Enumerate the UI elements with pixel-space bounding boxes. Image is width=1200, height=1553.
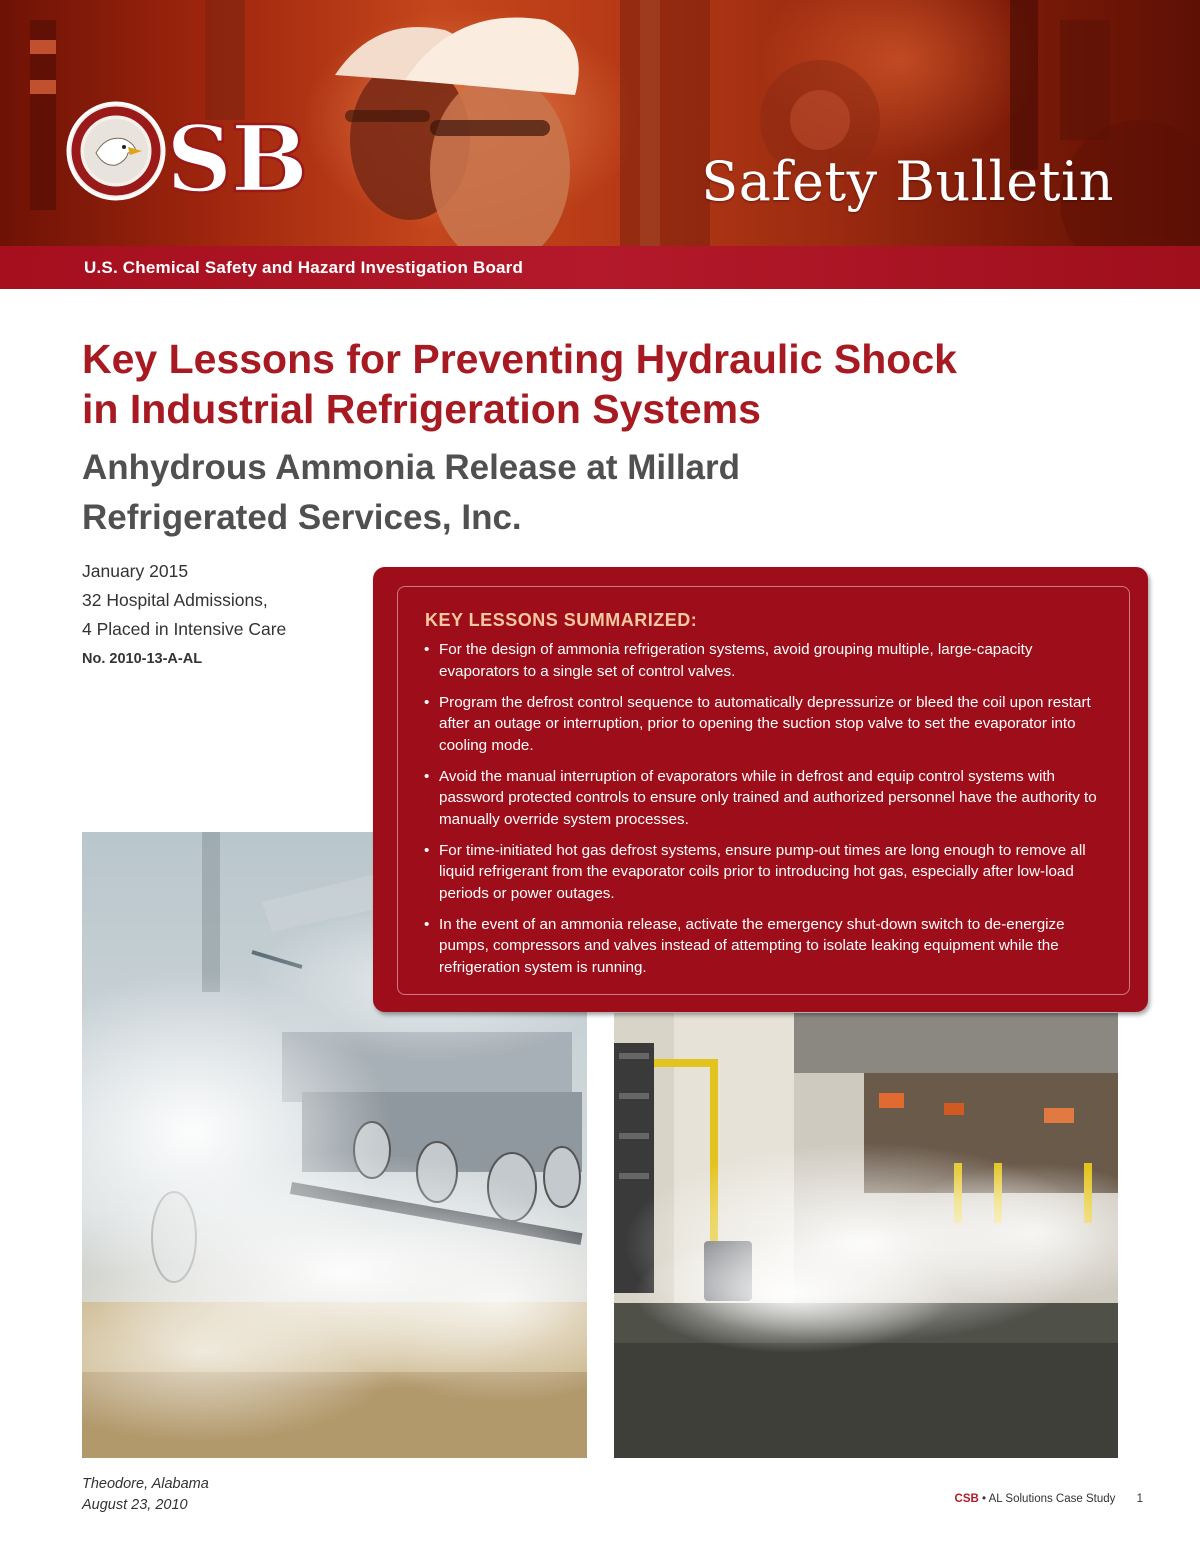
lesson-item	[424, 914, 1114, 979]
footer-case-study: AL Solutions Case Study	[988, 1493, 1116, 1505]
caption-location: Theodore, Alabama	[82, 1476, 209, 1492]
header-banner	[0, 0, 1200, 246]
agency-name: U.S. Chemical Safety and Hazard Investigation Board	[84, 258, 524, 277]
agency-bar	[0, 246, 1200, 289]
bullet-icon: •	[424, 767, 430, 785]
csb-logo	[66, 95, 316, 207]
bullet-icon: •	[424, 915, 430, 933]
publication-date: January 2015	[82, 561, 189, 581]
bulletin-meta	[82, 557, 286, 674]
bullet-icon: •	[424, 641, 430, 658]
footer-brand: CSB	[954, 1493, 979, 1505]
footer-separator: •	[982, 1493, 987, 1505]
page-footer	[955, 1493, 1143, 1505]
caption-date: August 23, 2010	[82, 1497, 188, 1513]
bullet-icon: •	[424, 841, 430, 859]
intensive-care-count: 4 Placed in Intensive Care	[82, 619, 287, 639]
report-number: No. 2010-13-A-AL	[82, 651, 203, 667]
lesson-item	[424, 840, 1114, 905]
photo-warehouse-ammonia-cloud	[614, 1013, 1118, 1458]
page-number: 1	[1136, 1493, 1143, 1505]
title-line-1: Key Lessons for Preventing Hydraulic Shock	[82, 336, 957, 382]
lesson-text: Avoid the manual interruption of evaporators while in defrost and equip control systems with password protected controls to ensure only trained and authorized personnel have the authority to manually override system processes.	[439, 767, 1097, 828]
bullet-icon: •	[424, 693, 430, 711]
subtitle-line-2: Refrigerated Services, Inc.	[82, 498, 522, 537]
page-title	[82, 334, 1132, 434]
lesson-item	[424, 639, 1114, 682]
lesson-text: Program the defrost control sequence to automatically depressurize or bleed the coil upon restart after an outage or interruption, prior to opening the suction stop valve to set the evaporator into cooling mode.	[439, 693, 1091, 754]
key-lessons-list	[424, 639, 1114, 988]
title-line-2: in Industrial Refrigeration Systems	[82, 386, 761, 432]
lesson-text: In the event of an ammonia release, activate the emergency shut-down switch to de-energize pumps, compressors and valves instead of attempting to isolate leaking equipment while the refrigeration system is running.	[439, 915, 1065, 976]
svg-text:SB: SB	[166, 105, 307, 207]
lesson-text: For time-initiated hot gas defrost systems, ensure pump-out times are long enough to remove all liquid refrigerant from the evaporator coils prior to introducing hot gas, especially after low-load periods or power outages.	[439, 841, 1086, 902]
photo-caption	[82, 1474, 209, 1516]
lesson-text: For the design of ammonia refrigeration systems, avoid grouping multiple, large-capacity evaporators to a single set of control valves.	[439, 641, 1033, 680]
bulletin-type-title: Safety Bulletin	[701, 150, 1114, 213]
lesson-item	[424, 692, 1114, 757]
lesson-item	[424, 766, 1114, 831]
key-lessons-heading: KEY LESSONS SUMMARIZED:	[425, 610, 698, 630]
subtitle-line-1: Anhydrous Ammonia Release at Millard	[82, 448, 741, 487]
hospital-admissions: 32 Hospital Admissions,	[82, 590, 268, 610]
page-subtitle	[82, 443, 982, 543]
